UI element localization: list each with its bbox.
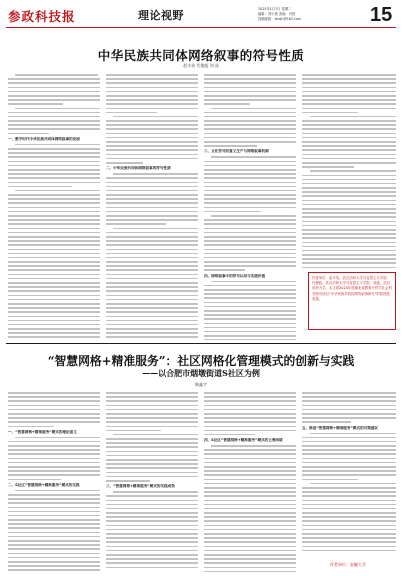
editor-line: 编辑：刘小燕 美编：冯波: [258, 12, 296, 16]
article1-subhead-3: 三、文化符号的意义生产与网络叙事机制: [204, 149, 269, 154]
article1-subhead-4: 四、网络叙事中的符号认同与实践价值: [204, 273, 266, 278]
section-title: 理论视野: [138, 9, 184, 22]
article2-column-4: [302, 392, 396, 558]
date-line: 2025年1月7日 星期二: [258, 7, 292, 11]
article1-column-4: [302, 74, 396, 270]
article1-column-2: [106, 74, 198, 340]
article2-subhead-2: 二、S社区“智慧网格+精准服务”模式的实践: [8, 482, 80, 487]
newspaper-masthead: 参政科技报: [8, 9, 76, 24]
article2-column-1: [8, 392, 100, 572]
article2-subhead-1: 一、“智慧网格+精准服务”模式的理论意义: [8, 429, 77, 434]
article1-author-note: 作者单位：赵丰英，武汉纺织大学马克思主义学院；代俊彪，武汉纺织大学马克思主义学院；刘遥，武汉纺织大学。本文系2024年度湖北省教育厅哲学社会科学研究项目“中华民族共同体网络叙事研究”的阶段性成果。: [308, 272, 396, 330]
article1-column-1: [8, 74, 100, 340]
article1-byline: 赵丰英 代俊彪 刘 遥: [183, 63, 219, 68]
email-line: 投稿邮箱：xkbjh@163.com: [258, 17, 302, 21]
article-divider: [6, 343, 396, 344]
article2-byline: 韩鑫宇: [195, 382, 207, 387]
header-info: [258, 7, 301, 22]
article1-column-3: [204, 74, 296, 340]
article2-subhead-5: 五、推进“智慧网格+精准服务”模式的对策建议: [302, 425, 379, 430]
page-header: [0, 0, 402, 38]
header-rule: [6, 27, 396, 28]
page-number: 15: [370, 4, 393, 26]
article1-subhead-2: 二、中华民族共同体网络叙事的符号性质: [106, 166, 171, 171]
article2-subheadline: ——以合肥市烟墩街道S社区为例: [142, 368, 260, 378]
article2-subhead-3: 三、“智慧网格+精准服务”模式的实践成效: [106, 484, 175, 489]
article2-subhead-4: 四、S社区“智慧网格+精准服务”模式的主要困境: [204, 438, 283, 443]
article1-subhead-1: 一、数字时代中华民族共同体网络叙事的发展: [8, 136, 80, 141]
article1-headline: 中华民族共同体网络叙事的符号性质: [97, 48, 305, 63]
article2-column-3: [204, 392, 296, 572]
article2-author-footer: 作者单位：安徽大学: [330, 562, 366, 567]
article2-headline: “智慧网格+精准服务”：社区网格化管理模式的创新与实践: [47, 354, 355, 368]
article2-column-2: [106, 392, 198, 572]
